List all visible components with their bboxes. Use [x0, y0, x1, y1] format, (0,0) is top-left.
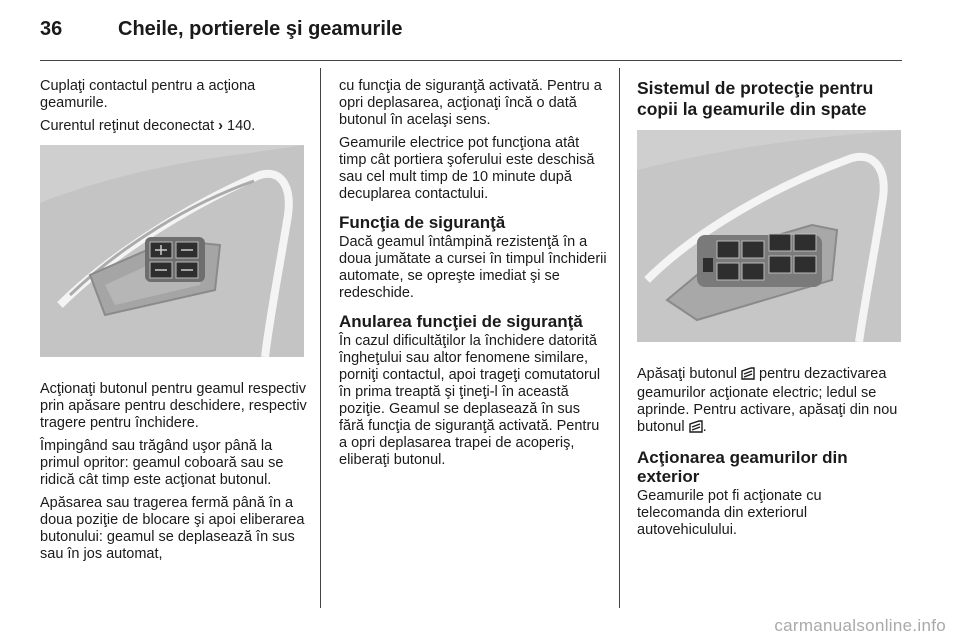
- column-divider-1: [320, 68, 321, 608]
- page-header: [40, 18, 902, 58]
- section-heading-child-lock: Sistemul de protecţie pentru copii la geamurile din spate: [637, 78, 874, 119]
- paragraph-reference: [40, 118, 308, 135]
- header-rule: [40, 60, 902, 61]
- paragraph: Geamurile pot fi acţionate cu telecomanda din exteriorul autovehiculului.: [637, 488, 822, 538]
- column-3: [637, 78, 903, 545]
- section-heading-remote-windows: Acţionarea geamurilor din exterior: [637, 448, 848, 486]
- paragraph-child-lock: [637, 366, 903, 438]
- child-lock-window-icon: [689, 420, 703, 438]
- arrow-right-icon: ›: [218, 118, 223, 134]
- paragraph: Împingând sau trăgând uşor până la primul opritor: geamul coboară sau se ridică cât timp este acţionat butonul.: [40, 438, 284, 488]
- chapter-title: Cheile, portierele şi geamurile: [118, 18, 403, 40]
- door-switch-illustration-rear: [637, 130, 901, 342]
- paragraph: Apăsarea sau tragerea fermă până în a doua poziţie de blocare şi apoi eliberarea butonului: geamul se deplasează în sus sau în jos automat,: [40, 495, 305, 562]
- paragraph-text: Curentul reţinut deconectat: [40, 118, 215, 134]
- paragraph: Dacă geamul întâmpină rezistenţă în a doua jumătate a cursei în timpul închiderii automate, se opreşte imediat şi se redeschide.: [339, 234, 607, 301]
- child-lock-window-icon: [741, 367, 755, 385]
- paragraph: Cuplaţi contactul pentru a acţiona geamurile.: [40, 78, 256, 111]
- page-reference[interactable]: 140.: [227, 118, 256, 134]
- column-2: [339, 78, 607, 475]
- paragraph-text: Apăsaţi butonul: [637, 366, 737, 382]
- paragraph: În cazul dificultăţilor la închidere datorită îngheţului sau altor fenomene similare, porniţi contactul, apoi trageţi comutatorul în prima treaptă şi ţineţi-l în această poziţie. Geamul se deplasează în sus fără funcţia de siguranţă activată. Pentru a opri deplasarea trapei de acoperiş, eliberaţi butonul.: [339, 333, 601, 468]
- paragraph: cu funcţia de siguranţă activată. Pentru a opri deplasarea, acţionaţi încă o dată butonul în acelaşi sens.: [339, 78, 602, 128]
- paragraph-text: .: [702, 419, 707, 435]
- paragraph: Geamurile electrice pot funcţiona atât timp cât portiera şoferului este deschisă sau cel mult timp de 10 minute după decuplarea contactului.: [339, 135, 595, 202]
- section-heading-safety: Funcţia de siguranţă: [339, 213, 506, 232]
- paragraph-text: pentru dezactivarea geamurilor acţionate electric; ledul se aprinde. Pentru activare, apăsaţi din nou butonul: [637, 366, 898, 435]
- door-switch-illustration-front: [40, 145, 304, 357]
- column-divider-2: [619, 68, 620, 608]
- watermark: carmanualsonline.info: [774, 616, 946, 635]
- section-heading-safety-override: Anularea funcţiei de siguranţă: [339, 312, 583, 331]
- column-1: [40, 78, 308, 569]
- paragraph: Acţionaţi butonul pentru geamul respectiv prin apăsare pentru deschidere, respectiv tragere pentru închidere.: [40, 381, 307, 431]
- page-number: 36: [40, 18, 63, 40]
